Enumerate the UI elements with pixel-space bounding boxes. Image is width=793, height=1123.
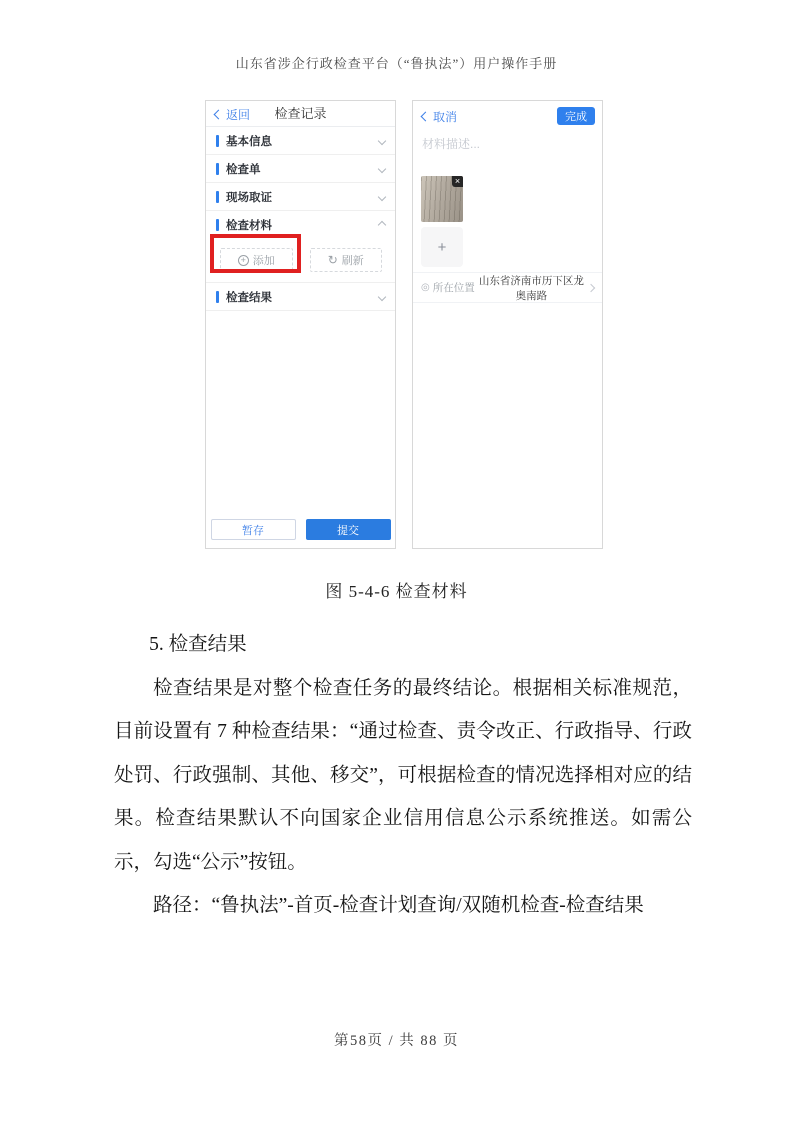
figure-caption: 图 5-4-6 检查材料	[325, 582, 468, 601]
inspection-record-screen	[205, 100, 396, 549]
check-materials-panel	[206, 239, 395, 283]
add-material-button[interactable]	[220, 248, 293, 272]
section-accent-bar	[216, 219, 219, 231]
location-value: 山东省济南市历下区龙奥南路	[478, 274, 584, 302]
submit-button[interactable]: 提交	[306, 519, 391, 540]
body-text	[114, 623, 692, 928]
page-number: 第58页 / 共 88 页	[333, 1033, 460, 1049]
plus-circle-icon: +	[238, 255, 249, 266]
section-accent-bar	[216, 191, 219, 203]
section-check-materials[interactable]	[206, 211, 395, 239]
cancel-button[interactable]	[422, 101, 457, 131]
location-pin-icon: ◎	[421, 281, 430, 293]
cancel-label: 取消	[433, 109, 458, 124]
document-header-title: 山东省涉企行政检查平台（“鲁执法”）用户操作手册	[235, 56, 558, 71]
location-label: 所在位置	[432, 282, 475, 294]
section-accent-bar	[216, 291, 219, 303]
record-screen-navbar	[206, 101, 395, 127]
material-upload-screen	[412, 100, 603, 549]
paragraph-1: 检查结果是对整个检查任务的最终结论。根据相关标准规范，目前设置有 7 种检查结果：“通过检查、责令改正、行政指导、行政处罚、行政强制、其他、移交”，可根据检查的情况选择相对应的结果。检查结果默认不向国家企业信用信息公示系统推送。如需公示，勾选“公示”按钮。	[114, 677, 692, 873]
back-label: 返回	[226, 107, 251, 122]
section-label: 检查单	[226, 163, 261, 176]
section-label: 现场取证	[226, 191, 272, 204]
refresh-icon: ↻	[327, 253, 338, 267]
section-basic-info[interactable]	[206, 127, 395, 155]
chevron-up-icon	[378, 221, 386, 229]
chevron-down-icon	[378, 292, 386, 300]
section-check-result[interactable]	[206, 283, 395, 311]
material-screen-navbar	[413, 101, 602, 131]
back-button[interactable]	[215, 101, 250, 127]
section-label: 检查结果	[226, 291, 272, 304]
refresh-material-button[interactable]	[310, 248, 383, 272]
paragraph-2: 路径：“鲁执法”-首页-检查计划查询/双随机检查-检查结果	[153, 895, 644, 916]
chevron-right-icon	[587, 283, 595, 291]
add-photo-button[interactable]: +	[421, 227, 463, 267]
section-label: 基本信息	[226, 135, 272, 148]
section-label: 检查材料	[226, 220, 272, 232]
chevron-down-icon	[378, 192, 386, 200]
close-icon[interactable]: ×	[452, 176, 463, 187]
location-label-group	[421, 280, 475, 295]
done-button[interactable]: 完成	[557, 107, 595, 125]
chevron-left-icon	[421, 111, 431, 121]
save-draft-button[interactable]: 暂存	[211, 519, 296, 540]
section-accent-bar	[216, 135, 219, 147]
add-label: 添加	[252, 255, 275, 267]
chevron-down-icon	[378, 164, 386, 172]
material-description-input[interactable]: 材料描述...	[422, 137, 481, 151]
section-onsite-evidence[interactable]	[206, 183, 395, 211]
section-accent-bar	[216, 163, 219, 175]
refresh-label: 刷新	[341, 255, 364, 267]
chevron-down-icon	[378, 136, 386, 144]
chevron-left-icon	[214, 109, 224, 119]
record-screen-footer	[206, 519, 395, 540]
section-check-form[interactable]	[206, 155, 395, 183]
record-screen-title: 检查记录	[274, 106, 327, 121]
uploaded-photo-thumbnail[interactable]	[421, 176, 463, 222]
section-heading: 5. 检查结果	[149, 634, 247, 655]
location-row[interactable]	[413, 272, 602, 303]
